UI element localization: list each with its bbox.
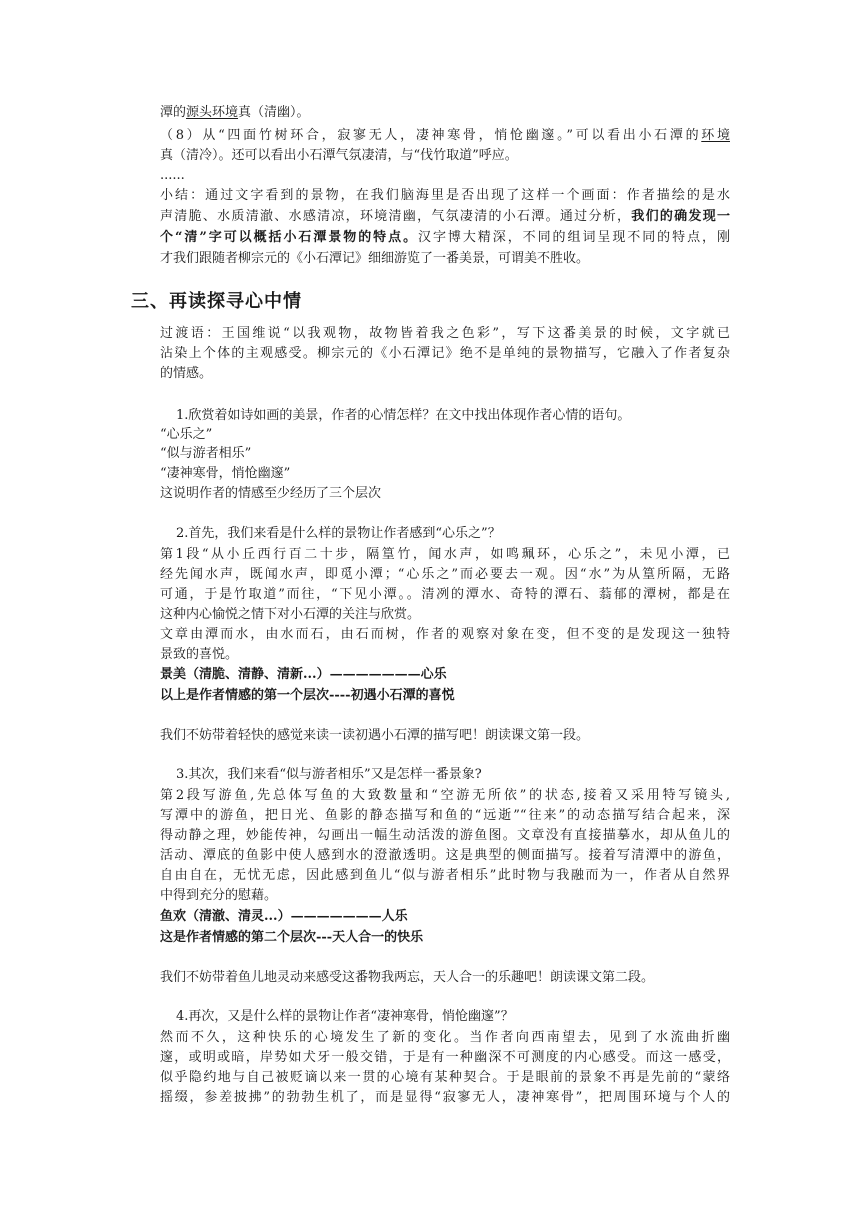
ellipsis-line: ......	[160, 168, 185, 183]
transition-line: 沾染上个体的主观感受。柳宗元的《小石潭记》绝不是单纯的景物描写，它融入了作者复杂	[160, 346, 730, 361]
transition-line: 过渡语：王国维说“以我观物，故物皆着我之色彩”，写下这番美景的时候，文字就已	[160, 326, 730, 341]
paragraph-line: 自由自在，无忧无虑，因此感到鱼儿“似与游者相乐”此时物与我融而为一，作者从自然界	[160, 868, 730, 883]
summary-line: 个“清”字可以概括小石潭景物的特点。汉字博大精深，不同的组词呈现不同的特点，刚	[160, 230, 730, 245]
paragraph-line: 这种内心愉悦之情下对小石潭的关注与欣赏。	[160, 607, 421, 622]
question-title: 4.再次，又是什么样的景物让作者“凄神寒骨，悄怆幽邃”？	[176, 1009, 514, 1024]
underlined-term: 环境	[701, 128, 730, 143]
paragraph-line: 可通，于是竹取道”而往，“下见小潭。。清冽的潭水、奇特的潭石、蓊郁的潭树，都是在	[160, 587, 730, 602]
summary-line: 才我们跟随者柳宗元的《小石潭记》细细游览了一番美景，可谓美不胜收。	[160, 251, 590, 266]
paragraph-line: 中得到充分的慰藉。	[160, 888, 278, 903]
paragraph-line: 邃，或明或暗，岸势如犬牙一般交错，于是有一种幽深不可测度的内心感受。而这一感受，	[160, 1050, 730, 1065]
summary-line: 小结：通过文字看到的景物，在我们脑海里是否出现了这样一个画面：作者描绘的是水	[160, 188, 730, 203]
question-title: 2.首先，我们来看是什么样的景物让作者感到“心乐之”？	[176, 526, 501, 541]
paragraph-line: 我们不妨带着轻快的感觉来读一读初遇小石潭的描写吧！朗读课文第一段。	[160, 728, 590, 743]
bold-line: 鱼欢（清澈、清灵...）———————人乐	[160, 909, 408, 924]
question-title: 1.欣赏着如诗如画的美景，作者的心情怎样？在文中找出体现作者心情的语句。	[176, 408, 631, 423]
paragraph-line: 经先闻水声，既闻水声，即觅小潭；“心乐之”而必要去一观。因“水”为从篁所隔，无路	[160, 567, 730, 582]
paragraph-line: 第2段写游鱼,先总体写鱼的大致数量和“空游无所依”的状态,接着又采用特写镜头,	[160, 788, 730, 803]
bold-line: 这是作者情感的第二个层次---天人合一的快乐	[160, 930, 424, 945]
paragraph-line: 第1段“从小丘西行百二十步，隔篁竹，闻水声，如鸣珮环，心乐之”，未见小潭，已	[160, 547, 730, 562]
paragraph-line: 摇缀，参差披拂”的勃勃生机了，而是显得“寂寥无人，凄神寒骨”，把周围环境与个人的	[160, 1090, 730, 1105]
paragraph-line: （8）从“四面竹树环合，寂寥无人，凄神寒骨，悄怆幽邃。”可以看出小石潭的环境	[160, 128, 730, 143]
paragraph-line: 然而不久，这种快乐的心境发生了新的变化。当作者向西南望去，见到了水流曲折幽	[160, 1030, 730, 1045]
paragraph-line: 景致的喜悦。	[160, 647, 239, 662]
transition-line: 的情感。	[160, 366, 213, 381]
paragraph-line: 我们不妨带着鱼儿地灵动来感受这番物我两忘，天人合一的乐趣吧！朗读课文第二段。	[160, 970, 655, 985]
question-title: 3.其次，我们来看“似与游者相乐”又是怎样一番景象?	[176, 767, 482, 782]
quote-line: “凄神寒骨，悄怆幽邃”	[160, 466, 291, 481]
paragraph-line: 活动、潭底的鱼影中使人感到水的澄澈透明。这是典型的侧面描写。接着写清潭中的游鱼，	[160, 848, 730, 863]
paragraph-line: 似乎隐约地与自己被贬谪以来一贯的心境有某种契合。于是眼前的景象不再是先前的“蒙络	[160, 1070, 730, 1085]
summary-line: 声清脆、水质清澈、水感清凉，环境清幽，气氛凄清的小石潭。通过分析，我们的确发现一	[160, 209, 730, 224]
underlined-term: 源头环境	[186, 105, 239, 120]
paragraph-line: 得动静之理，妙能传神，勾画出一幅生动活泼的游鱼图。文章没有直接描摹水，却从鱼儿的	[160, 828, 730, 843]
paragraph-line: 潭的源头环境真（清幽）。	[160, 105, 310, 120]
paragraph-line: 真（清冷）。还可以看出小石潭气氛凄清，与“伐竹取道”呼应。	[160, 148, 518, 163]
paragraph-line: 写潭中的游鱼，把日光、鱼影的静态描写和鱼的“远逝”“往来”的动态描写结合起来，深	[160, 808, 730, 823]
bold-line: 景美（清脆、清静、清新...）———————心乐	[160, 667, 447, 682]
quote-line: “心乐之”	[160, 427, 213, 442]
quote-line: “似与游者相乐”	[160, 446, 252, 461]
bold-line: 以上是作者情感的第一个层次----初遇小石潭的喜悦	[160, 688, 455, 703]
paragraph-line: 文章由潭而水，由水而石，由石而树，作者的观察对象在变，但不变的是发现这一独特	[160, 627, 730, 642]
section-heading: 三、再读探寻心中情	[131, 291, 302, 312]
paragraph-line: 这说明作者的情感至少经历了三个层次	[160, 486, 382, 501]
